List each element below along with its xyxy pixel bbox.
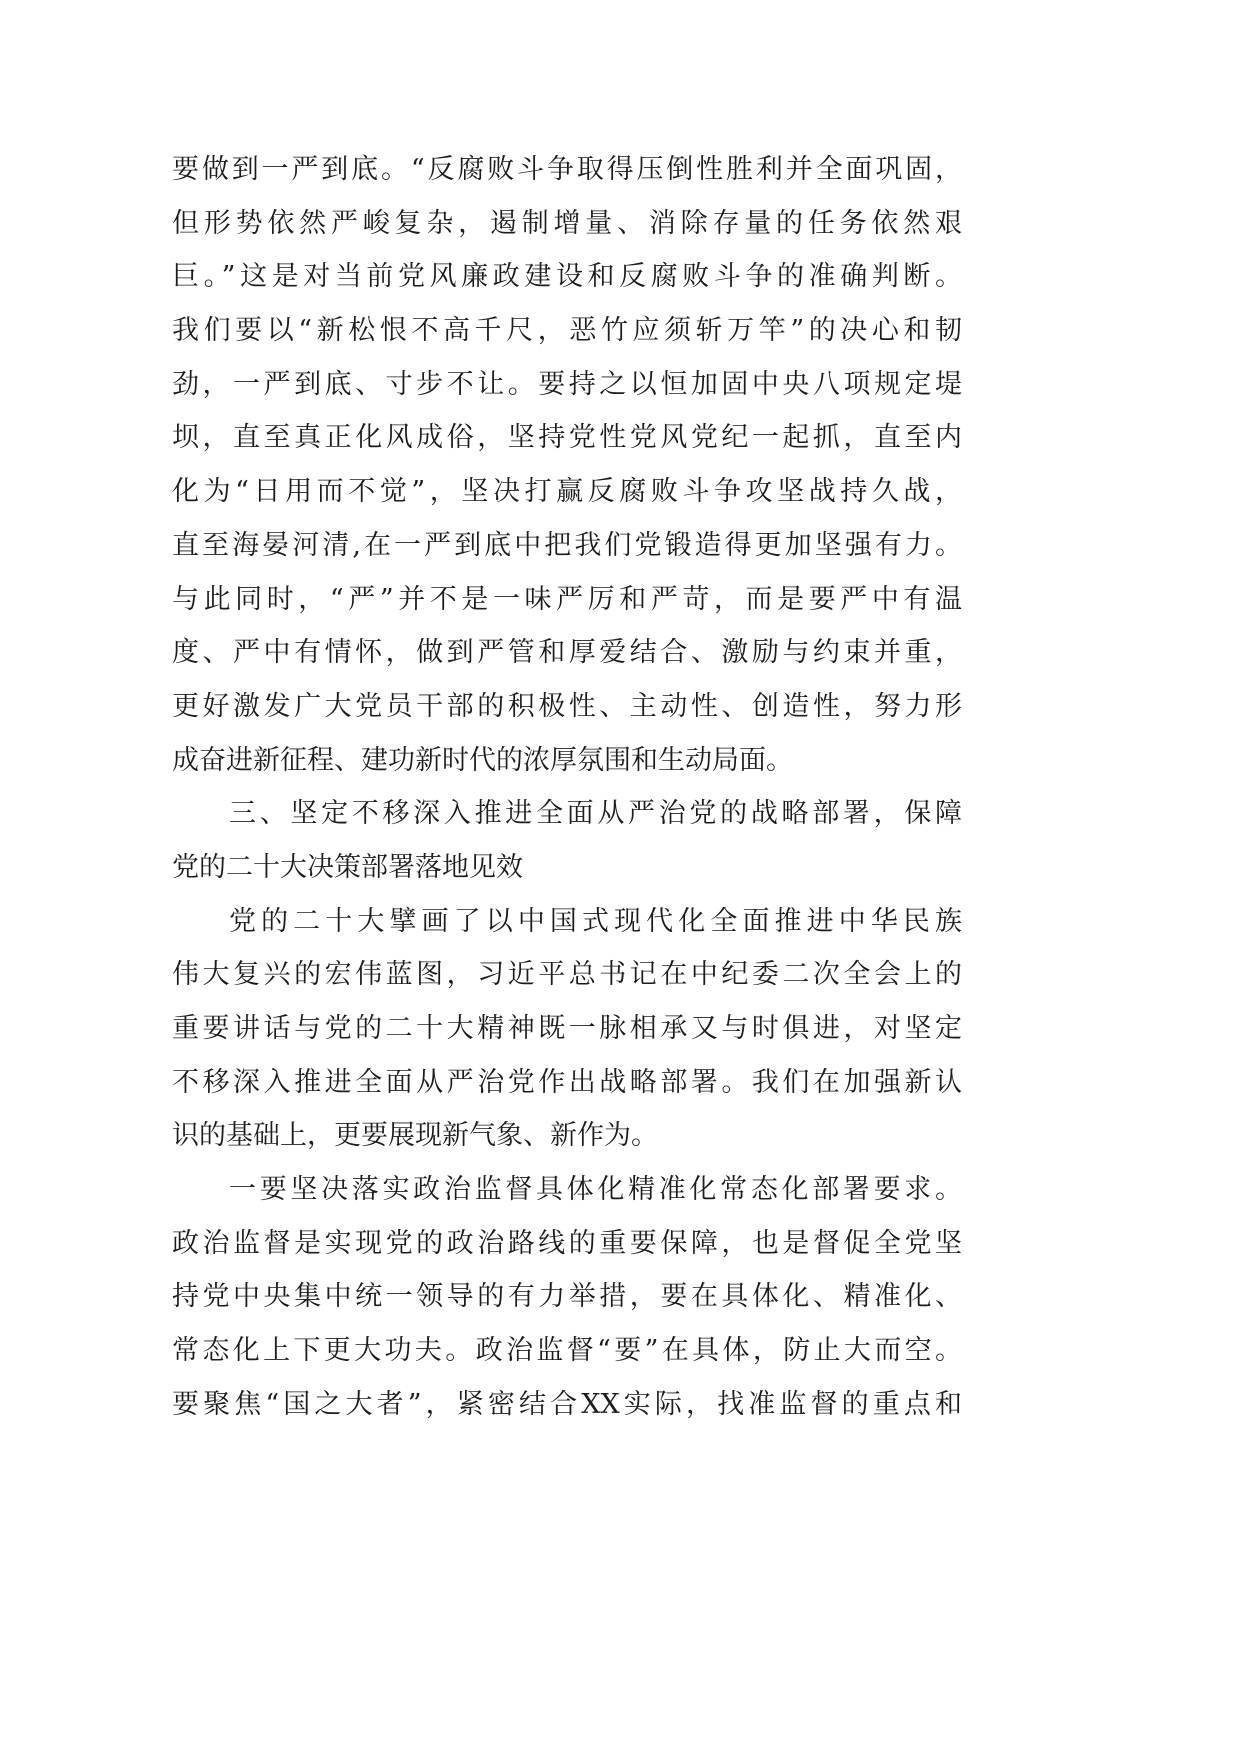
text-line: 度、严中有情怀，做到严管和厚爱结合、激励与约束并重， [172, 637, 962, 669]
text-line: 重要讲话与党的二十大精神既一脉相承又与时俱进，对坚定 [172, 1013, 962, 1044]
text-line: 巨。”这是对当前党风廉政建设和反腐败斗争的准确判断。 [172, 261, 962, 293]
text-line: 要做到一严到底。“反腐败斗争取得压倒性胜利并全面巩固， [172, 154, 962, 185]
text-line: 化为“日用而不觉”，坚决打赢反腐败斗争攻坚战持久战， [172, 476, 962, 508]
document-body [172, 143, 962, 1432]
text-line: 我们要以“新松恨不高千尺，恶竹应须斩万竿”的决心和韧 [172, 315, 962, 347]
paragraph [172, 895, 962, 1163]
text-line: 伟大复兴的宏伟蓝图，习近平总书记在中纪委二次全会上的 [172, 959, 962, 991]
text-line: 一要坚决落实政治监督具体化精准化常态化部署要求。 [229, 1174, 962, 1206]
text-line: 坝，直至真正化风成俗，坚持党性党风党纪一起抓，直至内 [172, 422, 962, 454]
heading-line: 三、坚定不移深入推进全面从严治党的战略部署，保障 [229, 798, 962, 830]
text-line: 持党中央集中统一领导的有力举措，要在具体化、精准化、 [172, 1281, 962, 1313]
text-line: 劲，一严到底、寸步不让。要持之以恒加固中央八项规定堤 [172, 368, 962, 400]
text-line: 但形势依然严峻复杂，遏制增量、消除存量的任务依然艰 [172, 207, 962, 239]
text-line: 不移深入推进全面从严治党作出战略部署。我们在加强新认 [172, 1066, 962, 1098]
text-line: 更好激发广大党员干部的积极性、主动性、创造性，努力形 [172, 690, 962, 722]
text-line: 政治监督是实现党的政治路线的重要保障，也是督促全党坚 [172, 1227, 962, 1259]
paragraph [172, 1163, 962, 1431]
text-line: 成奋进新征程、建功新时代的浓厚氛围和生动局面。 [172, 744, 793, 776]
text-line: 与此同时，“严”并不是一味严厉和严苛，而是要严中有温 [172, 583, 962, 615]
text-line: 直至海晏河清,在一严到底中把我们党锻造得更加坚强有力。 [172, 529, 962, 561]
paragraph-continued [172, 143, 962, 787]
text-line: 识的基础上，更要展现新气象、新作为。 [172, 1120, 658, 1152]
section-heading [172, 787, 962, 894]
text-line: 要聚焦“国之大者”，紧密结合XX实际，找准监督的重点和 [172, 1388, 962, 1420]
text-line: 常态化上下更大功夫。政治监督“要”在具体，防止大而空。 [172, 1335, 962, 1367]
text-line: 党的二十大擘画了以中国式现代化全面推进中华民族 [229, 905, 962, 937]
heading-line: 党的二十大决策部署落地见效 [172, 851, 523, 883]
